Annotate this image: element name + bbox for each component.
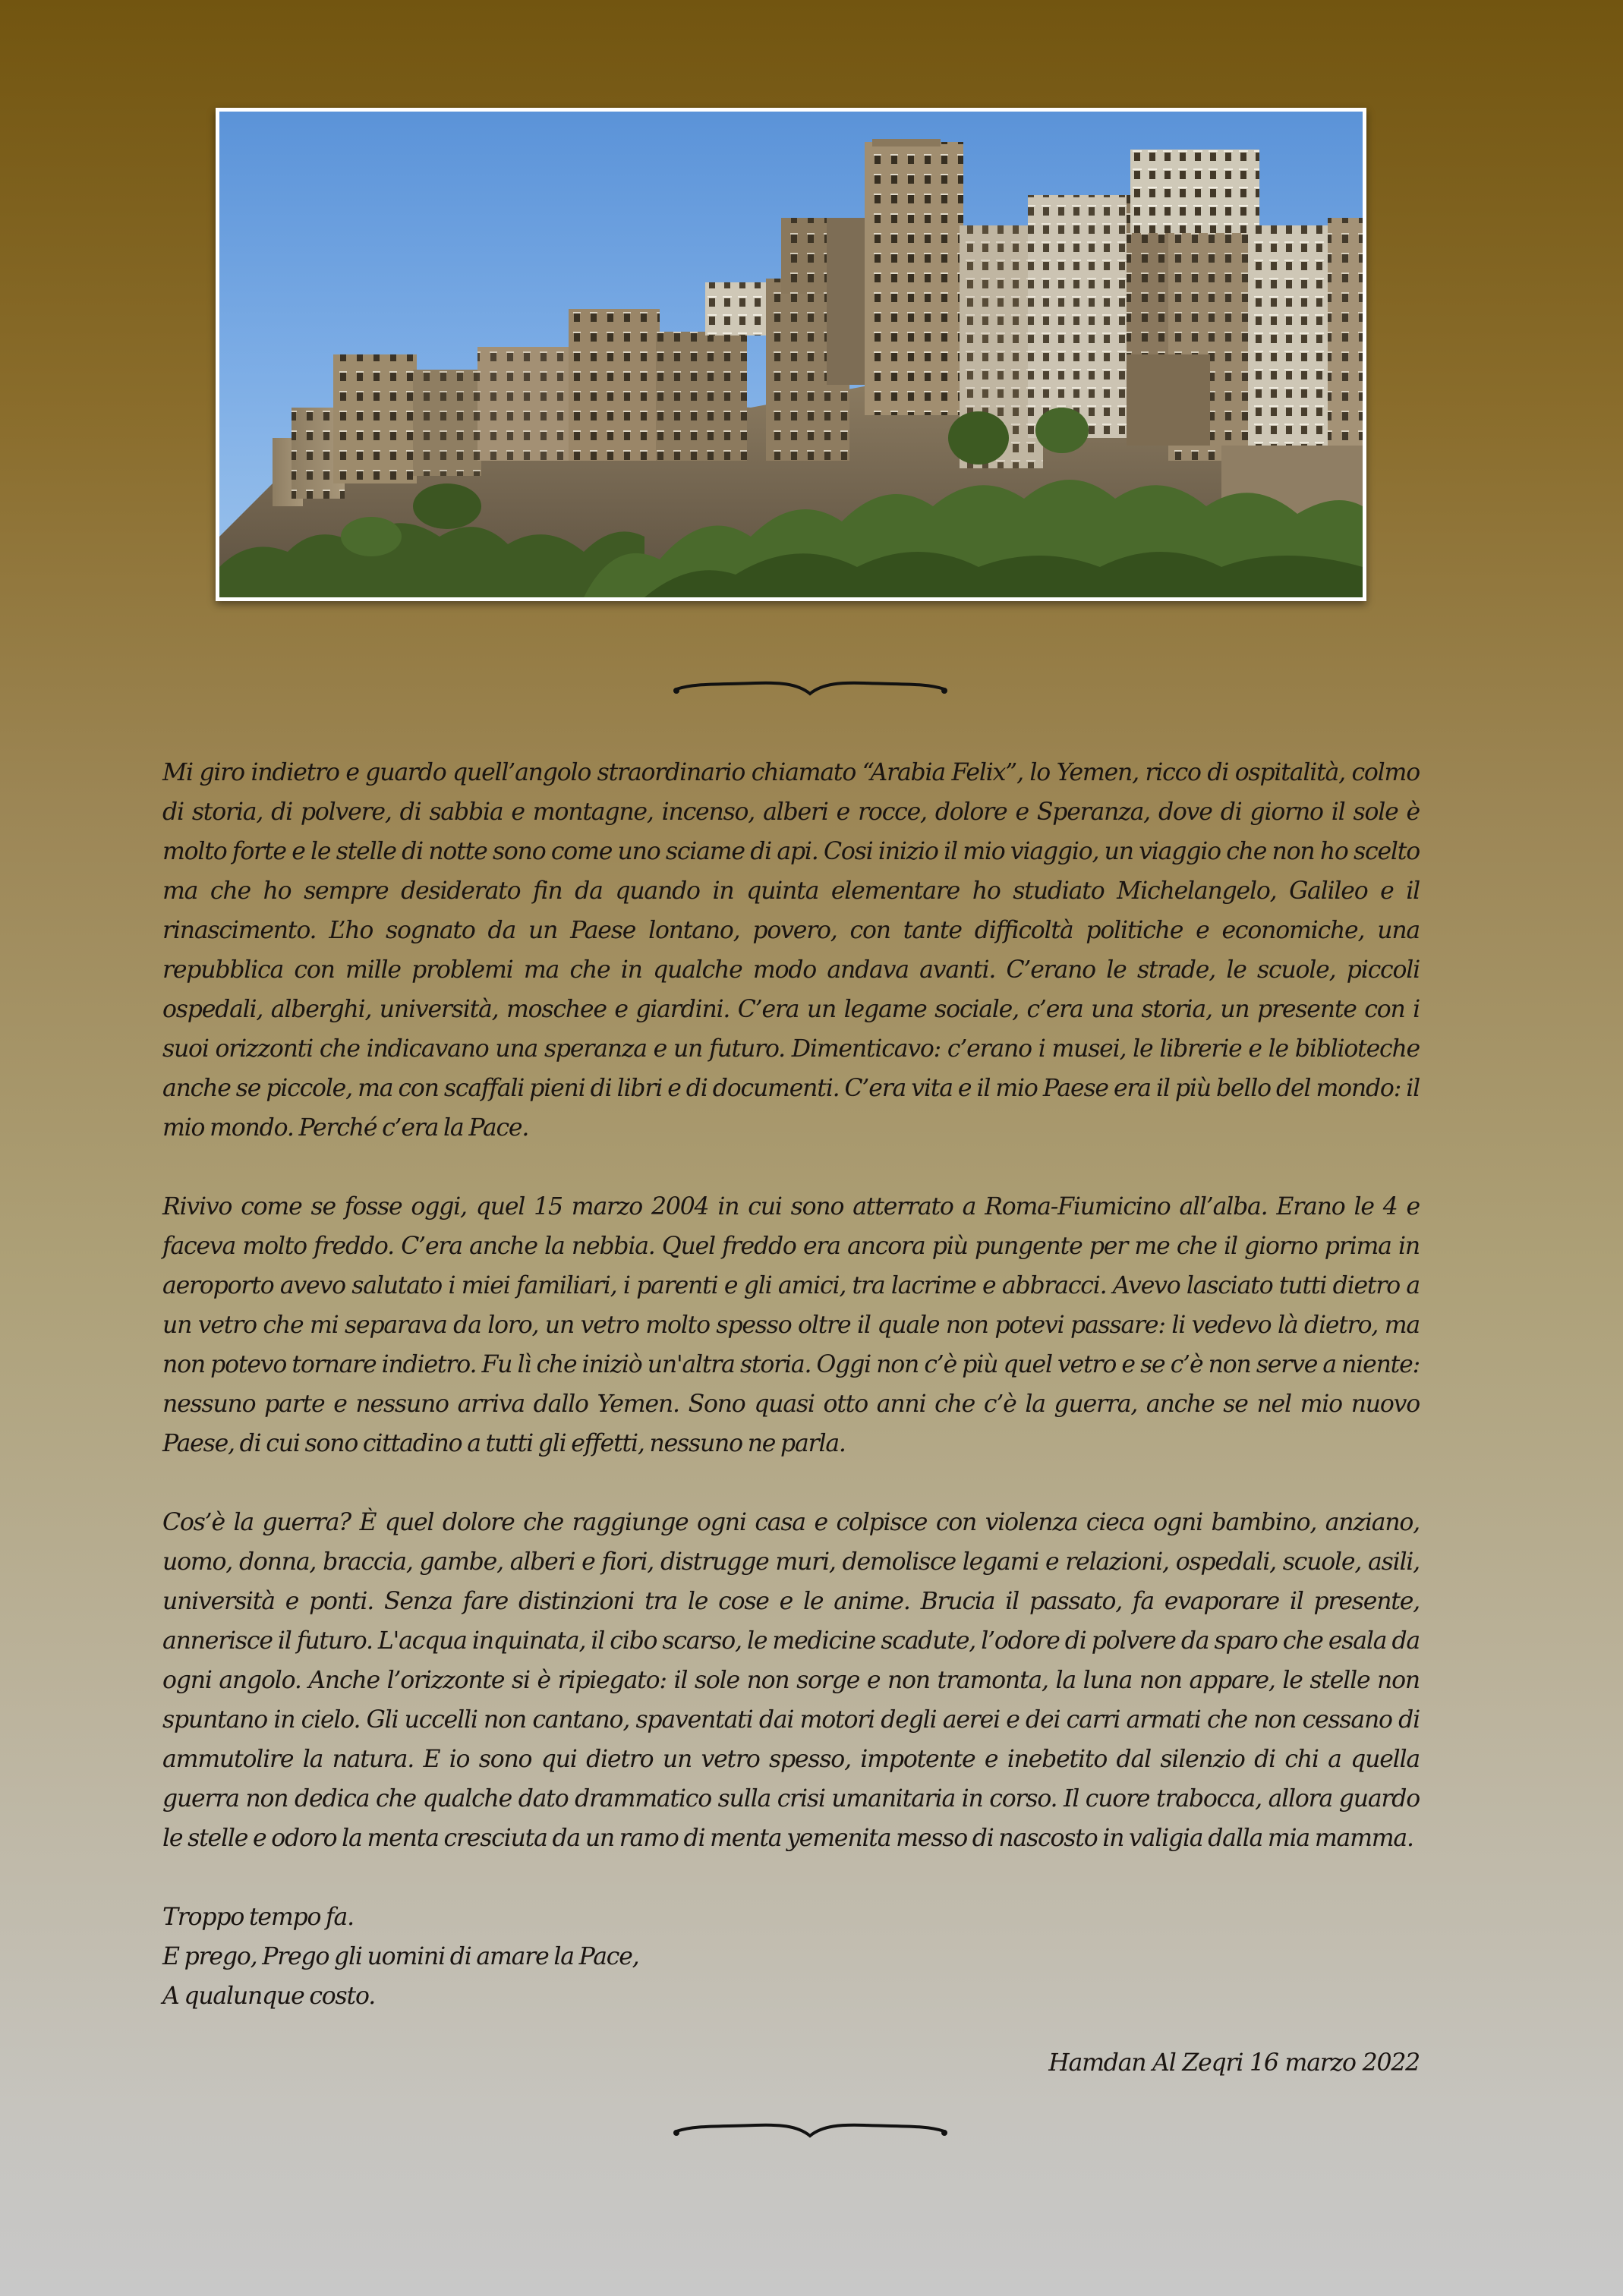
paragraph-1: Mi giro indietro e guardo quell’angolo straordinario chiamato “Arabia Felix”, lo Yemen, ricco di ospitalità, colmo di storia, di polvere, di sabbia e montagne, incenso, alberi e rocce, dolore e Speranza, dove di giorno il sole è molto forte e le stelle di notte sono come uno sciame di api. Cosi inizio il mio viaggio, un viaggio che non ho scelto ma che ho sempre desiderato fin da quando in quinta elementare ho studiato Michelangelo, Galileo e il rinascimento. L’ho sognato da un Paese lontano, povero, con tante difficoltà politiche e economiche, una repubblica con mille problemi ma che in qualche modo andava avanti. C’erano le strade, le scuole, piccoli ospedali, alberghi, università, moschee e giardini. C’era un legame sociale, c’era una storia, un presente con i suoi orizzonti che indicavano una speranza e un futuro. Dimenticavo: c’erano i musei, le librerie e le biblioteche anche se piccole, ma con scaffali pieni di libri e di documenti. C’era vita e il mio Paese era il più bello del mondo: il mio mondo. Perché c’era la Pace. <box>162 759 1420 1142</box>
swash-divider-icon <box>672 2118 949 2145</box>
village-illustration <box>219 112 1363 597</box>
paragraph-3: Cos’è la guerra? È quel dolore che raggiunge ogni casa e colpisce con violenza cieca ogni bambino, anziano, uomo, donna, braccia, gambe, alberi e fiori, distrugge muri, demolisce legami e relazioni, ospedali, scuole, asili, università e ponti. Senza fare distinzioni tra le cose e le anime. Brucia il passato, fa evaporare il presente, annerisce il futuro. L'acqua inquinata, il cibo scarso, le medicine scadute, l’odore di polvere da sparo che esala da ogni angolo. Anche l’orizzonte si è ripiegato: il sole non sorge e non tramonta, la luna non appare, le stelle non spuntano in cielo. Gli uccelli non cantano, spaventati dai motori degli aerei e dei carri armati che non cessano di ammutolire la natura. E io sono qui dietro un vetro spesso, impotente e inebetito dal silenzio di chi a quella guerra non dedica che qualche dato drammatico sulla crisi umanitaria in corso. Il cuore trabocca, allora guardo le stelle e odoro la menta cresciuta da un ramo di menta yemenita messo di nascosto in valigia dalla mia mamma. <box>162 1509 1420 1852</box>
paragraph-2: Rivivo come se fosse oggi, quel 15 marzo 2004 in cui sono atterrato a Roma-Fiumicino all’alba. Erano le 4 e faceva molto freddo. C’era anche la nebbia. Quel freddo era ancora più pungente per me che il giorno prima in aeroporto avevo salutato i miei familiari, i parenti e gli amici, tra lacrime e abbracci. Avevo lasciato tutti dietro a un vetro che mi separava da loro, un vetro molto spesso oltre il quale non potevi passare: li vedevo là dietro, ma non potevo tornare indietro. Fu lì che iniziò un'altra storia. Oggi non c’è più quel vetro e se c’è non serve a niente: nessuno parte e nessuno arriva dallo Yemen. Sono quasi otto anni che c’è la guerra, anche se nel mio nuovo Paese, di cui sono cittadino a tutti gli effetti, nessuno ne parla. <box>162 1193 1420 1457</box>
closing-line-2: E prego, Prego gli uomini di amare la Pace, <box>162 1943 639 1970</box>
signature: Hamdan Al Zeqri 16 marzo 2022 <box>1048 2049 1420 2077</box>
swash-divider-icon <box>672 676 949 703</box>
closing-line-3: A qualunque costo. <box>162 1983 376 2010</box>
yemen-village-photo <box>216 108 1366 601</box>
closing-line-1: Troppo tempo fa. <box>162 1904 354 1931</box>
letter-body <box>162 753 1420 2016</box>
closing-lines <box>162 1898 1420 2016</box>
